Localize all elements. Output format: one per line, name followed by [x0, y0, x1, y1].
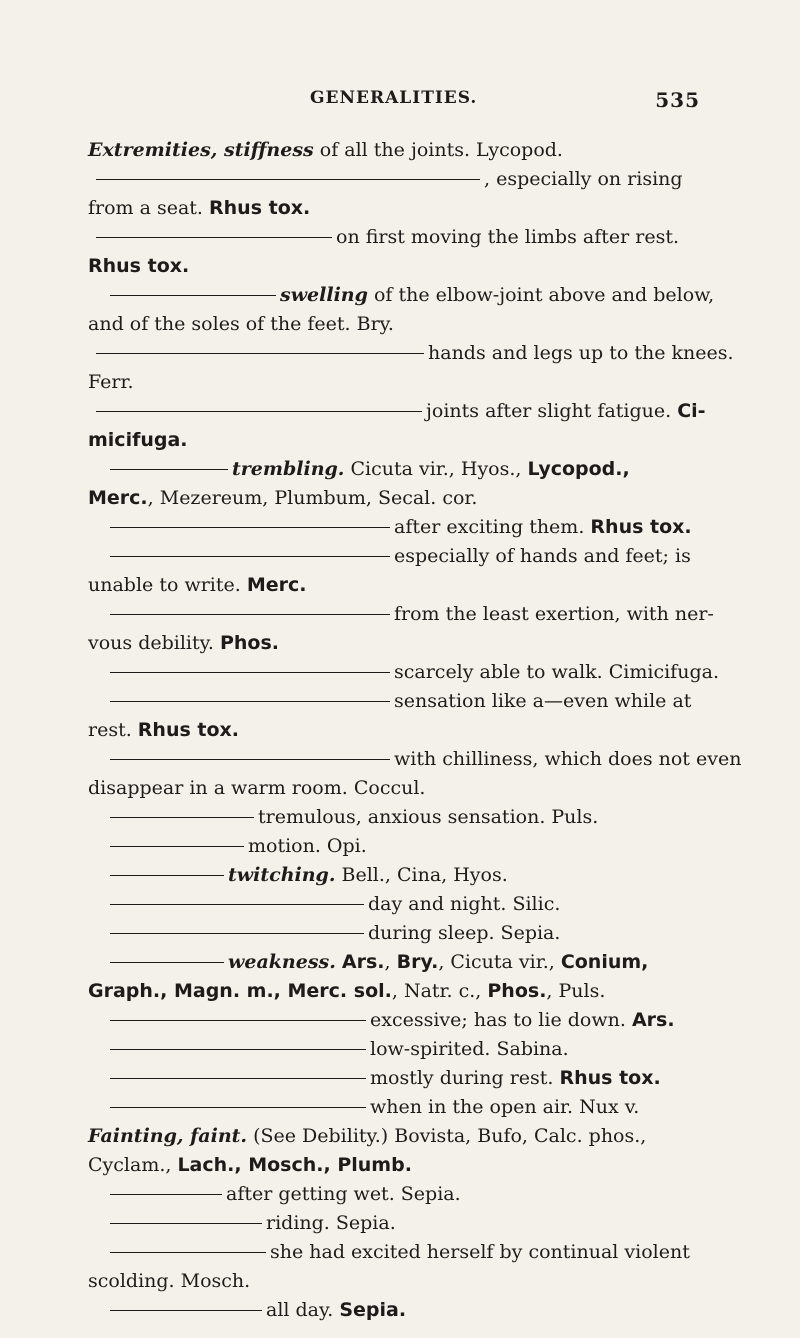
ditto-dash — [110, 672, 390, 673]
text-line — [88, 1093, 700, 1122]
line-text — [88, 977, 605, 1006]
remedy-bold: Phos. — [487, 980, 547, 1002]
text-line — [88, 687, 700, 716]
remedy-bold: Merc. — [88, 487, 148, 509]
line-text — [394, 600, 714, 629]
text-line — [88, 542, 700, 571]
text-line — [88, 1064, 700, 1093]
text-line — [88, 194, 700, 223]
text-run: scolding. Mosch. — [88, 1270, 251, 1292]
remedy-bold: Conium, — [560, 951, 649, 973]
text-line — [88, 1180, 700, 1209]
text-run: , — [384, 951, 397, 973]
text-run: after exciting them. — [394, 516, 591, 538]
text-run: during sleep. Sepia. — [368, 922, 561, 944]
text-line — [88, 774, 700, 803]
remedy-bold: Rhus tox. — [559, 1067, 661, 1089]
text-run: of the elbow-joint above and below, — [367, 284, 715, 306]
ditto-dash — [110, 295, 276, 296]
line-text — [88, 1267, 250, 1296]
text-run: joints after slight fatigue. — [426, 400, 678, 422]
text-run: from the least exertion, with ner- — [394, 603, 714, 625]
line-text — [228, 948, 648, 977]
text-run: scarcely able to walk. Cimicifuga. — [394, 661, 719, 683]
line-text — [336, 223, 679, 252]
text-line — [88, 629, 700, 658]
line-text — [428, 339, 734, 368]
text-line — [88, 513, 700, 542]
ditto-dash — [96, 179, 480, 180]
line-text — [394, 513, 692, 542]
text-run: of all the joints. Lycopod. — [313, 139, 563, 161]
ditto-dash — [96, 411, 422, 412]
text-line — [88, 832, 700, 861]
text-run: riding. Sepia. — [266, 1212, 396, 1234]
text-line — [88, 571, 700, 600]
remedy-bold: Lach., Mosch., Plumb. — [177, 1154, 412, 1176]
line-text — [394, 687, 691, 716]
text-line — [88, 223, 700, 252]
text-run: and of the soles of the feet. Bry. — [88, 313, 394, 335]
ditto-dash — [110, 1310, 262, 1311]
text-line — [88, 890, 700, 919]
text-run: Cicuta vir., Hyos., — [344, 458, 528, 480]
ditto-dash — [110, 701, 390, 702]
ditto-dash — [110, 1194, 222, 1195]
remedy-bold: Rhus tox. — [209, 197, 311, 219]
text-run: Bell., Cina, Hyos. — [335, 864, 508, 886]
ditto-dash — [110, 759, 390, 760]
line-text — [88, 629, 279, 658]
ditto-dash — [110, 1049, 366, 1050]
remedy-bold: Ars. — [631, 1009, 675, 1031]
line-text — [248, 832, 367, 861]
ditto-dash — [110, 1078, 366, 1079]
text-run: (See Debility.) Bovista, Bufo, Calc. phos., — [247, 1125, 647, 1147]
text-run: tremulous, anxious sensation. Puls. — [258, 806, 599, 828]
text-line — [88, 745, 742, 774]
text-run: unable to write. — [88, 574, 247, 596]
line-text — [88, 1151, 412, 1180]
remedy-bold: Ci- — [677, 400, 706, 422]
remedy-bold: micifuga. — [88, 429, 188, 451]
text-line — [88, 1122, 700, 1151]
line-text — [394, 745, 741, 774]
remedy-bold: Rhus tox. — [590, 516, 692, 538]
ditto-dash — [110, 1252, 266, 1253]
text-line — [88, 658, 719, 687]
text-line — [88, 1267, 700, 1296]
text-run: , especially on rising — [484, 168, 683, 190]
ditto-dash — [110, 614, 390, 615]
rubric-heading: trembling. — [232, 458, 345, 480]
text-line — [88, 1151, 700, 1180]
text-line — [88, 252, 700, 281]
rubric-heading: weakness. — [228, 951, 336, 973]
ditto-dash — [96, 237, 332, 238]
line-text — [266, 1296, 406, 1325]
rubric-heading: Fainting, faint. — [88, 1125, 248, 1147]
text-run: all day. — [266, 1299, 340, 1321]
text-run: with chilliness, which does not even — [394, 748, 742, 770]
running-head — [88, 88, 700, 114]
line-text — [88, 426, 188, 455]
text-line — [88, 310, 700, 339]
text-run: after getting wet. Sepia. — [226, 1183, 461, 1205]
ditto-dash — [110, 1107, 366, 1108]
text-line — [88, 339, 734, 368]
line-text — [368, 890, 560, 919]
text-line — [88, 803, 700, 832]
remedy-bold: Sepia. — [339, 1299, 407, 1321]
remedy-bold: Graph., Magn. m., Merc. sol. — [88, 980, 392, 1002]
text-run: sensation like a—even while at — [394, 690, 692, 712]
text-line — [88, 455, 700, 484]
line-text — [88, 194, 310, 223]
text-run: mostly during rest. — [370, 1067, 560, 1089]
remedy-bold: Phos. — [219, 632, 279, 654]
text-line — [88, 861, 700, 890]
text-line — [88, 1006, 700, 1035]
line-text — [394, 542, 691, 571]
text-run: , Mezereum, Plumbum, Secal. cor. — [147, 487, 478, 509]
text-run: she had excited herself by continual violent — [270, 1241, 690, 1263]
line-text — [88, 136, 563, 165]
ditto-dash — [110, 1020, 366, 1021]
page-number: 535 — [655, 88, 700, 112]
text-line — [88, 1296, 700, 1325]
text-line — [88, 484, 700, 513]
text-line — [88, 136, 700, 165]
line-text — [280, 281, 714, 310]
text-run: on first moving the limbs after rest. — [336, 226, 679, 248]
text-run: when in the open air. Nux v. — [370, 1096, 640, 1118]
text-line — [88, 1209, 700, 1238]
line-text — [266, 1209, 396, 1238]
running-title: GENERALITIES. — [310, 88, 478, 108]
text-line — [88, 716, 700, 745]
line-text — [270, 1238, 690, 1267]
text-run: rest. — [88, 719, 138, 741]
ditto-dash — [110, 875, 224, 876]
line-text — [88, 368, 134, 397]
line-text — [88, 774, 425, 803]
line-text — [88, 484, 477, 513]
line-text — [370, 1035, 569, 1064]
text-run: Cyclam., — [88, 1154, 178, 1176]
ditto-dash — [110, 904, 364, 905]
rubric-heading: Extremities, stiffness — [88, 139, 314, 161]
text-block — [88, 136, 742, 1325]
text-run: hands and legs up to the knees. — [428, 342, 734, 364]
remedy-bold: Lycopod., — [527, 458, 630, 480]
text-run: day and night. Silic. — [368, 893, 561, 915]
text-line — [88, 600, 714, 629]
remedy-bold: Merc. — [246, 574, 307, 596]
text-line — [88, 165, 700, 194]
line-text — [88, 716, 239, 745]
ditto-dash — [110, 1223, 262, 1224]
line-text — [394, 658, 719, 687]
text-line — [88, 1035, 700, 1064]
ditto-dash — [110, 962, 224, 963]
text-run: vous debility. — [88, 632, 220, 654]
line-text — [370, 1064, 661, 1093]
text-run: , Cicuta vir., — [438, 951, 561, 973]
text-run: from a seat. — [88, 197, 210, 219]
ditto-dash — [110, 817, 254, 818]
rubric-heading: twitching. — [228, 864, 336, 886]
line-text — [88, 310, 394, 339]
line-text — [368, 919, 560, 948]
ditto-dash — [110, 846, 244, 847]
text-run: excessive; has to lie down. — [370, 1009, 632, 1031]
ditto-dash — [110, 469, 228, 470]
rubric-heading: swelling — [280, 284, 368, 306]
line-text — [370, 1006, 675, 1035]
text-run: motion. Opi. — [248, 835, 367, 857]
text-line — [88, 948, 700, 977]
remedy-bold: Rhus tox. — [137, 719, 240, 741]
text-run: especially of hands and feet; is — [394, 545, 691, 567]
ditto-dash — [110, 556, 390, 557]
line-text — [226, 1180, 461, 1209]
remedy-bold: Bry. — [396, 951, 439, 973]
remedy-bold: Rhus tox. — [88, 255, 190, 277]
line-text — [88, 252, 189, 281]
ditto-dash — [110, 933, 364, 934]
remedy-bold: Ars. — [341, 951, 385, 973]
ditto-dash — [110, 527, 390, 528]
text-line — [88, 397, 706, 426]
line-text — [232, 455, 630, 484]
text-run: low-spirited. Sabina. — [370, 1038, 569, 1060]
text-run: disappear in a warm room. Coccul. — [88, 777, 426, 799]
line-text — [228, 861, 508, 890]
line-text — [258, 803, 598, 832]
text-run: , Puls. — [546, 980, 606, 1002]
line-text — [484, 165, 683, 194]
line-text — [370, 1093, 639, 1122]
text-line — [88, 281, 715, 310]
ditto-dash — [96, 353, 424, 354]
line-text — [88, 571, 306, 600]
text-run: Ferr. — [88, 371, 134, 393]
line-text — [88, 1122, 646, 1151]
text-run: , Natr. c., — [391, 980, 488, 1002]
text-line — [88, 368, 700, 397]
text-line — [88, 1238, 700, 1267]
text-line — [88, 977, 700, 1006]
line-text — [426, 397, 706, 426]
text-line — [88, 919, 700, 948]
text-line — [88, 426, 700, 455]
